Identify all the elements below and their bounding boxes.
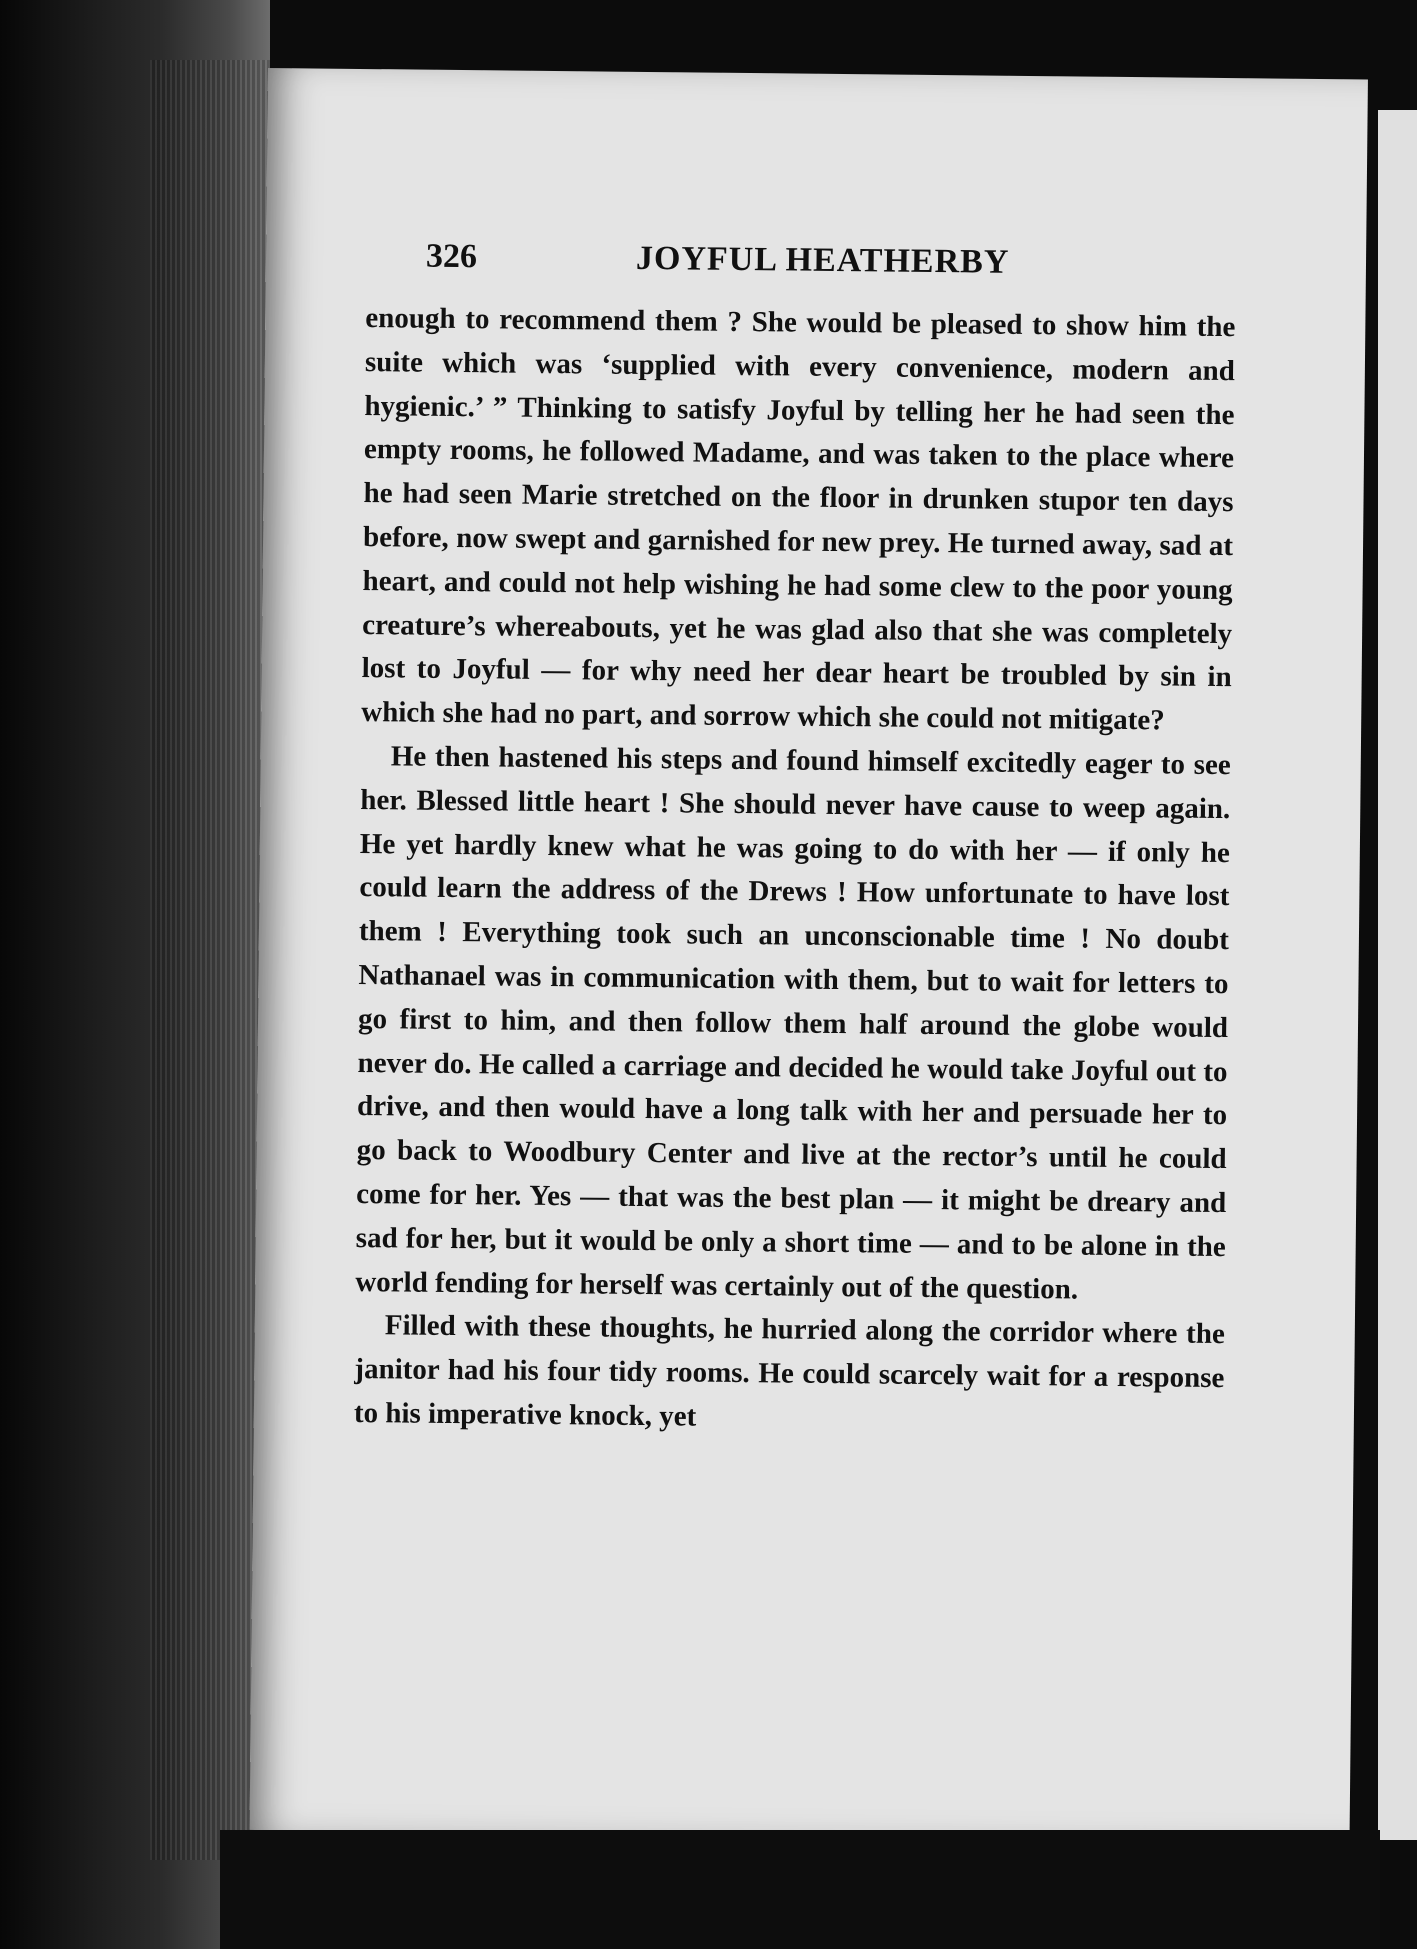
bottom-scan-shadow [220, 1830, 1380, 1949]
page-sheet [250, 68, 1368, 1841]
page-number: 326 [425, 237, 478, 276]
facing-page-edge [1378, 110, 1417, 1840]
running-head: JOYFUL HEATHERBY [635, 239, 1010, 281]
paragraph-2: He then hastened his steps and found himself excitedly eager to see her. Blessed little heart ! She should never have cause to weep again. He yet hardly knew what he was going to do with her — if only he could learn the address of the Drews ! How unfortunate to have lost them ! Everything took such an unconscionable time ! No doubt Nathanael was in communication with them, but to wait for letters to go first to him, and then follow them half around the globe would never do. He called a carriage and decided he would take Joyful out to drive, and then would have a long talk with her and persuade her to go back to Woodbury Center and live at the rector’s until he could come for her. Yes — that was the best plan — it might be dreary and sad for her, but it would be only a short time — and to be alone in the world fending for herself was certainly out of the question. [355, 740, 1231, 1306]
body-text [354, 297, 1236, 1445]
paragraph-1: enough to recommend them ? She would be pleased to show him the suite which was ‘supplied with every convenience, modern and hygienic.’ ” Thinking to satisfy Joyful by telling her he had seen the empty rooms, he followed Madame, and was taken to the place where he had seen Marie stretched on the floor in drunken stupor ten days before, now swept and garnished for new prey. He turned away, sad at heart, and could not help wishing he had some clew to the poor young creature’s whereabouts, yet he was glad also that she was completely lost to Joyful — for why need her dear heart be troubled by sin in which she had no part, and sorrow which she could not mitigate? [361, 302, 1236, 737]
page-header [426, 238, 1186, 296]
paragraph-3: Filled with these thoughts, he hurried along the corridor where the janitor had his four tidy rooms. He could scarcely wait for a response to his imperative knock, yet [353, 1309, 1225, 1433]
